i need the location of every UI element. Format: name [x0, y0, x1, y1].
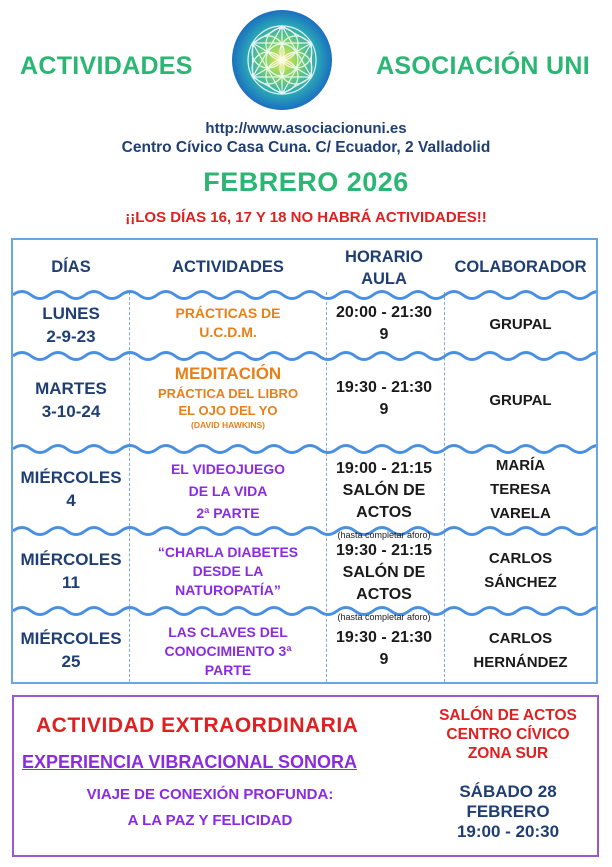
- schedule-room: 9: [379, 326, 389, 343]
- table-row-day: [13, 377, 129, 423]
- activity-line: DESDE LA: [192, 563, 264, 579]
- schedule-room: 9: [379, 401, 389, 418]
- venue-line: ZONA SUR: [467, 745, 549, 762]
- collaborator-name: CARLOS: [488, 630, 553, 647]
- table-row-activity: [130, 304, 326, 342]
- activity-line: PARTE: [204, 662, 252, 678]
- table-row-collaborator: [443, 389, 598, 413]
- activity-line: LAS CLAVES DEL: [168, 624, 288, 640]
- collaborator-name: CARLOS: [488, 550, 553, 567]
- date-time: 19:00 - 20:30: [456, 822, 560, 841]
- schedule-room: 9: [379, 651, 389, 668]
- day-name: MIÉRCOLES: [20, 629, 122, 648]
- activity-line: CONOCIMIENTO 3ª: [164, 643, 292, 659]
- header-collaborator: COLABORADOR: [454, 258, 587, 276]
- extraordinary-description-line2: A LA PAZ Y FELICIDAD: [127, 812, 293, 829]
- schedule-time: 19:30 - 21:15: [335, 542, 433, 559]
- date-line: FEBRERO: [466, 802, 550, 821]
- header-schedule-line1: HORARIO: [345, 248, 423, 266]
- day-dates: 11: [62, 573, 80, 592]
- extraordinary-venue: [420, 706, 596, 763]
- activity-author: (DAVID HAWKINS): [191, 420, 265, 430]
- table-row-schedule: [325, 302, 443, 346]
- flower-of-life-logo-icon: [230, 8, 334, 112]
- activity-line: “CHARLA DIABETES: [157, 544, 299, 560]
- activity-line: 2ª PARTE: [196, 505, 260, 521]
- table-row-day: [13, 627, 129, 673]
- address: Centro Cívico Casa Cuna. C/ Ecuador, 2 Valladolid: [121, 139, 491, 156]
- activity-line: DE LA VIDA: [188, 483, 268, 499]
- header-schedule: [325, 246, 443, 290]
- day-name: MIÉRCOLES: [20, 468, 122, 487]
- table-row-activity: [130, 363, 326, 431]
- table-row-activity: [130, 543, 326, 600]
- activity-line: PRÁCTICA DEL LIBRO: [157, 386, 299, 401]
- website-url[interactable]: http://www.asociacionuni.es: [205, 120, 407, 137]
- table-row-collaborator: [443, 627, 598, 675]
- activity-line: EL OJO DEL YO: [178, 403, 278, 418]
- table-row-collaborator: [443, 547, 598, 595]
- table-row-activity: [130, 458, 326, 524]
- activity-line: NATUROPATÍA”: [175, 582, 281, 598]
- table-row-activity: [130, 623, 326, 680]
- header-days: DÍAS: [51, 258, 91, 276]
- date-line: SÁBADO 28: [459, 782, 557, 801]
- activity-line: EL VIDEOJUEGO: [170, 461, 286, 477]
- extraordinary-subtitle: EXPERIENCIA VIBRACIONAL SONORA: [22, 752, 358, 772]
- extraordinary-description-line1: VIAJE DE CONEXIÓN PROFUNDA:: [86, 786, 334, 803]
- day-name: MARTES: [35, 379, 107, 398]
- day-dates: 3-10-24: [41, 402, 101, 421]
- collaborator-name: HERNÁNDEZ: [473, 654, 568, 671]
- venue-line: CENTRO CÍVICO: [446, 726, 570, 743]
- schedule-room: SALÓN DE ACTOS: [342, 482, 426, 521]
- venue-line: SALÓN DE ACTOS: [439, 707, 577, 724]
- activity-title: MEDITACIÓN: [174, 364, 282, 383]
- row-separator-wave: [13, 602, 596, 620]
- day-dates: 2-9-23: [46, 327, 96, 346]
- collaborator-name: TERESA: [490, 481, 551, 498]
- schedule-time: 19:30 - 21:30: [335, 379, 433, 396]
- table-row-day: [13, 466, 129, 512]
- table-row-schedule: [325, 377, 443, 421]
- collaborator-name: VARELA: [490, 505, 551, 522]
- activity-line: PRÁCTICAS DE: [175, 305, 281, 321]
- extraordinary-title: ACTIVIDAD EXTRAORDINARIA: [36, 714, 359, 737]
- capacity-note: (hasta completar aforo): [337, 612, 431, 622]
- collaborator-name: GRUPAL: [489, 316, 552, 333]
- table-row-schedule: [325, 540, 443, 628]
- collaborator-name: GRUPAL: [489, 392, 552, 409]
- table-row-schedule: [325, 458, 443, 546]
- schedule-time: 20:00 - 21:30: [335, 304, 433, 321]
- header-right-title: ASOCIACIÓN UNI: [376, 52, 590, 80]
- capacity-note: (hasta completar aforo): [337, 530, 431, 540]
- table-row-schedule: [325, 627, 443, 671]
- table-row-collaborator: [443, 454, 598, 526]
- header-activities: ACTIVIDADES: [172, 258, 284, 276]
- table-row-day: [13, 548, 129, 594]
- day-dates: 4: [66, 491, 76, 510]
- month-title: FEBRERO 2026: [203, 167, 409, 197]
- table-row-day: [13, 302, 129, 348]
- day-name: LUNES: [42, 304, 100, 323]
- collaborator-name: MARÍA: [495, 457, 546, 474]
- schedule-time: 19:00 - 21:15: [335, 460, 433, 477]
- collaborator-name: SÁNCHEZ: [484, 574, 557, 591]
- activity-line: U.C.D.M.: [199, 324, 257, 340]
- schedule-time: 19:30 - 21:30: [335, 629, 433, 646]
- schedule-room: SALÓN DE ACTOS: [342, 564, 426, 603]
- header-schedule-line2: AULA: [361, 270, 407, 288]
- day-dates: 25: [61, 652, 81, 671]
- table-row-collaborator: [443, 313, 598, 337]
- header-left-title: ACTIVIDADES: [20, 52, 193, 80]
- day-name: MIÉRCOLES: [20, 550, 122, 569]
- extraordinary-date: [420, 782, 596, 842]
- closure-notice: ¡¡LOS DÍAS 16, 17 Y 18 NO HABRÁ ACTIVIDADES!!: [125, 209, 487, 226]
